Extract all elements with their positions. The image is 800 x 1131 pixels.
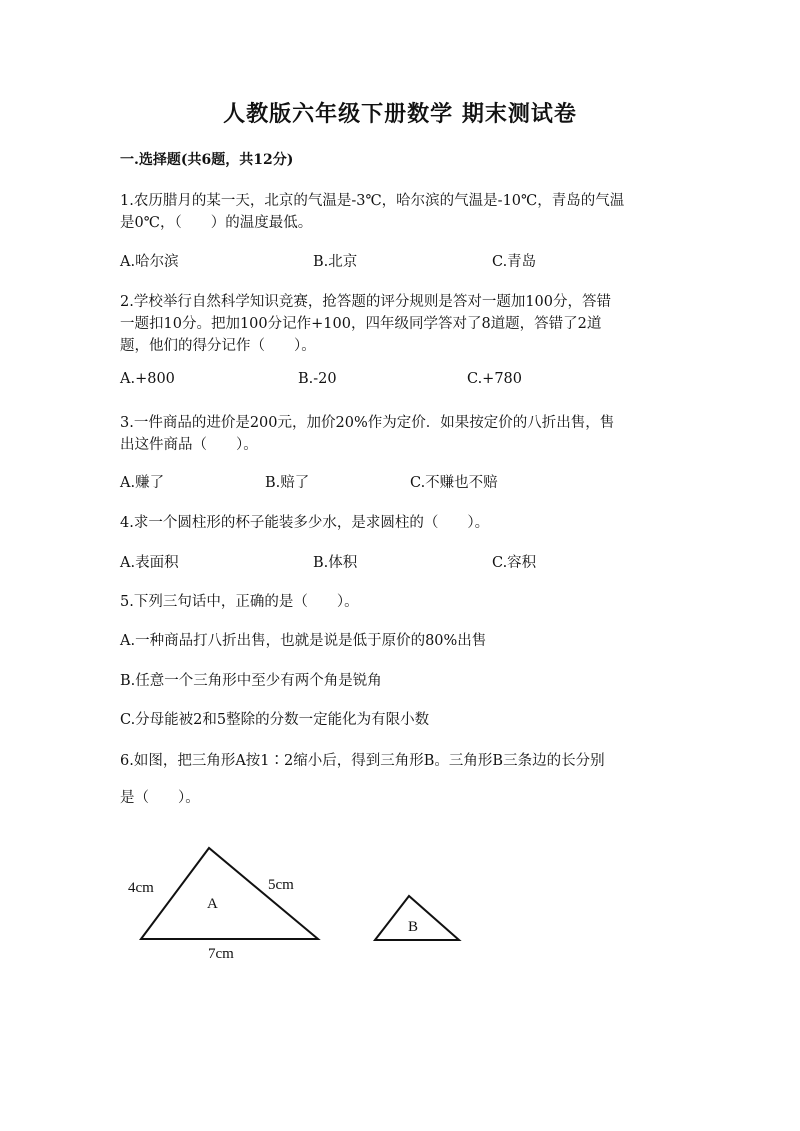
question-6-line-1: 6.如图，把三角形A按1∶2缩小后，得到三角形B。三角形B三条边的长分别 xyxy=(120,753,605,769)
question-3-line-2: 出这件商品（ ）。 xyxy=(120,437,258,453)
side-left-label: 4cm xyxy=(128,880,154,896)
question-1-option-a: A.哈尔滨 xyxy=(120,254,179,270)
question-2-option-a: A.+800 xyxy=(120,371,175,387)
side-right-label: 5cm xyxy=(268,877,294,893)
question-3-line-1: 3.一件商品的进价是200元，加价20%作为定价．如果按定价的八折出售，售 xyxy=(120,415,615,431)
question-1-line-2: 是0℃，（ ）的温度最低。 xyxy=(120,215,313,231)
side-bottom-label: 7cm xyxy=(208,946,234,962)
page-title: 人教版六年级下册数学 期末测试卷 xyxy=(223,101,577,127)
question-1-option-c: C.青岛 xyxy=(492,254,537,270)
question-5-option-b: B.任意一个三角形中至少有两个角是锐角 xyxy=(120,673,382,689)
question-1-line-1: 1.农历腊月的某一天，北京的气温是-3℃，哈尔滨的气温是-10℃，青岛的气温 xyxy=(120,193,625,209)
question-5-option-a: A.一种商品打八折出售，也就是说是低于原价的80%出售 xyxy=(120,633,487,649)
question-1-option-b: B.北京 xyxy=(313,254,358,270)
triangle-a xyxy=(141,848,318,939)
question-4-line-1: 4.求一个圆柱形的杯子能装多少水，是求圆柱的（ ）。 xyxy=(120,515,490,531)
question-2-option-b: B.-20 xyxy=(298,371,337,387)
question-5-line-1: 5.下列三句话中，正确的是（ ）。 xyxy=(120,594,359,610)
triangle-a-label: A xyxy=(207,896,218,912)
question-4-option-c: C.容积 xyxy=(492,555,537,571)
question-2-line-3: 题，他们的得分记作（ ）。 xyxy=(120,338,316,354)
question-5-option-c: C.分母能被2和5整除的分数一定能化为有限小数 xyxy=(120,712,430,728)
question-6-line-2: 是（ ）。 xyxy=(120,790,200,806)
question-3-option-c: C.不赚也不赔 xyxy=(410,475,498,491)
question-3-option-a: A.赚了 xyxy=(120,475,165,491)
question-2-option-c: C.+780 xyxy=(467,371,523,387)
question-2-line-1: 2.学校举行自然科学知识竞赛，抢答题的评分规则是答对一题加100分，答错 xyxy=(120,294,612,310)
question-4-option-a: A.表面积 xyxy=(120,555,179,571)
section-heading: 一.选择题(共6题，共12分) xyxy=(120,152,294,168)
question-3-option-b: B.赔了 xyxy=(265,475,310,491)
triangle-b-label: B xyxy=(408,919,419,935)
question-4-option-b: B.体积 xyxy=(313,555,358,571)
question-2-line-2: 一题扣10分。把加100分记作+100，四年级同学答对了8道题，答错了2道 xyxy=(120,316,602,332)
